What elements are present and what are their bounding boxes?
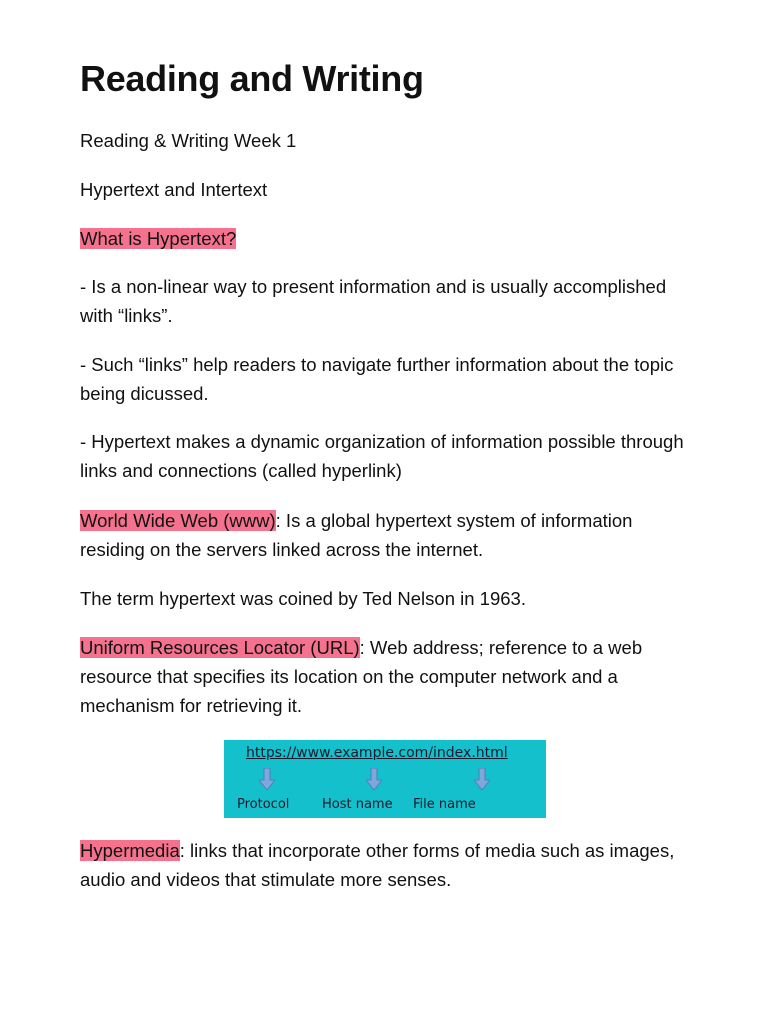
hypermedia-term: Hypermedia	[80, 840, 180, 861]
url-diagram	[224, 740, 546, 818]
bullet-dynamic: - Hypertext makes a dynamic organization of information possible through links and connections (called hyperlink)	[80, 431, 684, 481]
hypermedia-definition	[80, 836, 690, 894]
topic-heading: Hypertext and Intertext	[80, 179, 268, 200]
www-definition	[80, 506, 690, 564]
highlighted-question: What is Hypertext?	[80, 228, 237, 249]
www-term: World Wide Web (www)	[80, 510, 276, 531]
url-term: Uniform Resources Locator (URL)	[80, 637, 360, 658]
hypermedia-definition-text: : links that incorporate other forms of media such as images, audio and videos that stimulate more senses.	[80, 840, 675, 890]
www-definition-text: : Is a global hypertext system of information residing on the servers linked across the internet.	[80, 510, 633, 560]
down-arrow-icon	[259, 768, 275, 790]
url-definition-text: : Web address; reference to a web resource that specifies its location on the computer network and a mechanism for retrieving it.	[80, 637, 643, 716]
bullet-nonlinear: - Is a non-linear way to present information and is usually accomplished with “links”.	[80, 276, 667, 326]
page-title: Reading and Writing	[80, 58, 424, 99]
down-arrow-icon	[366, 768, 382, 790]
protocol-label: Protocol	[237, 797, 290, 812]
ted-nelson-note: The term hypertext was coined by Ted Nelson in 1963.	[80, 588, 526, 609]
hypertext-question	[80, 224, 690, 253]
down-arrow-icon	[474, 768, 490, 790]
url-definition	[80, 633, 690, 720]
subtitle: Reading & Writing Week 1	[80, 130, 297, 151]
example-url: https://www.example.com/index.html	[246, 745, 508, 761]
host-name-label: Host name	[322, 797, 393, 812]
file-name-label: File name	[413, 797, 476, 812]
bullet-links: - Such “links” help readers to navigate further information about the topic being dicussed.	[80, 354, 674, 404]
